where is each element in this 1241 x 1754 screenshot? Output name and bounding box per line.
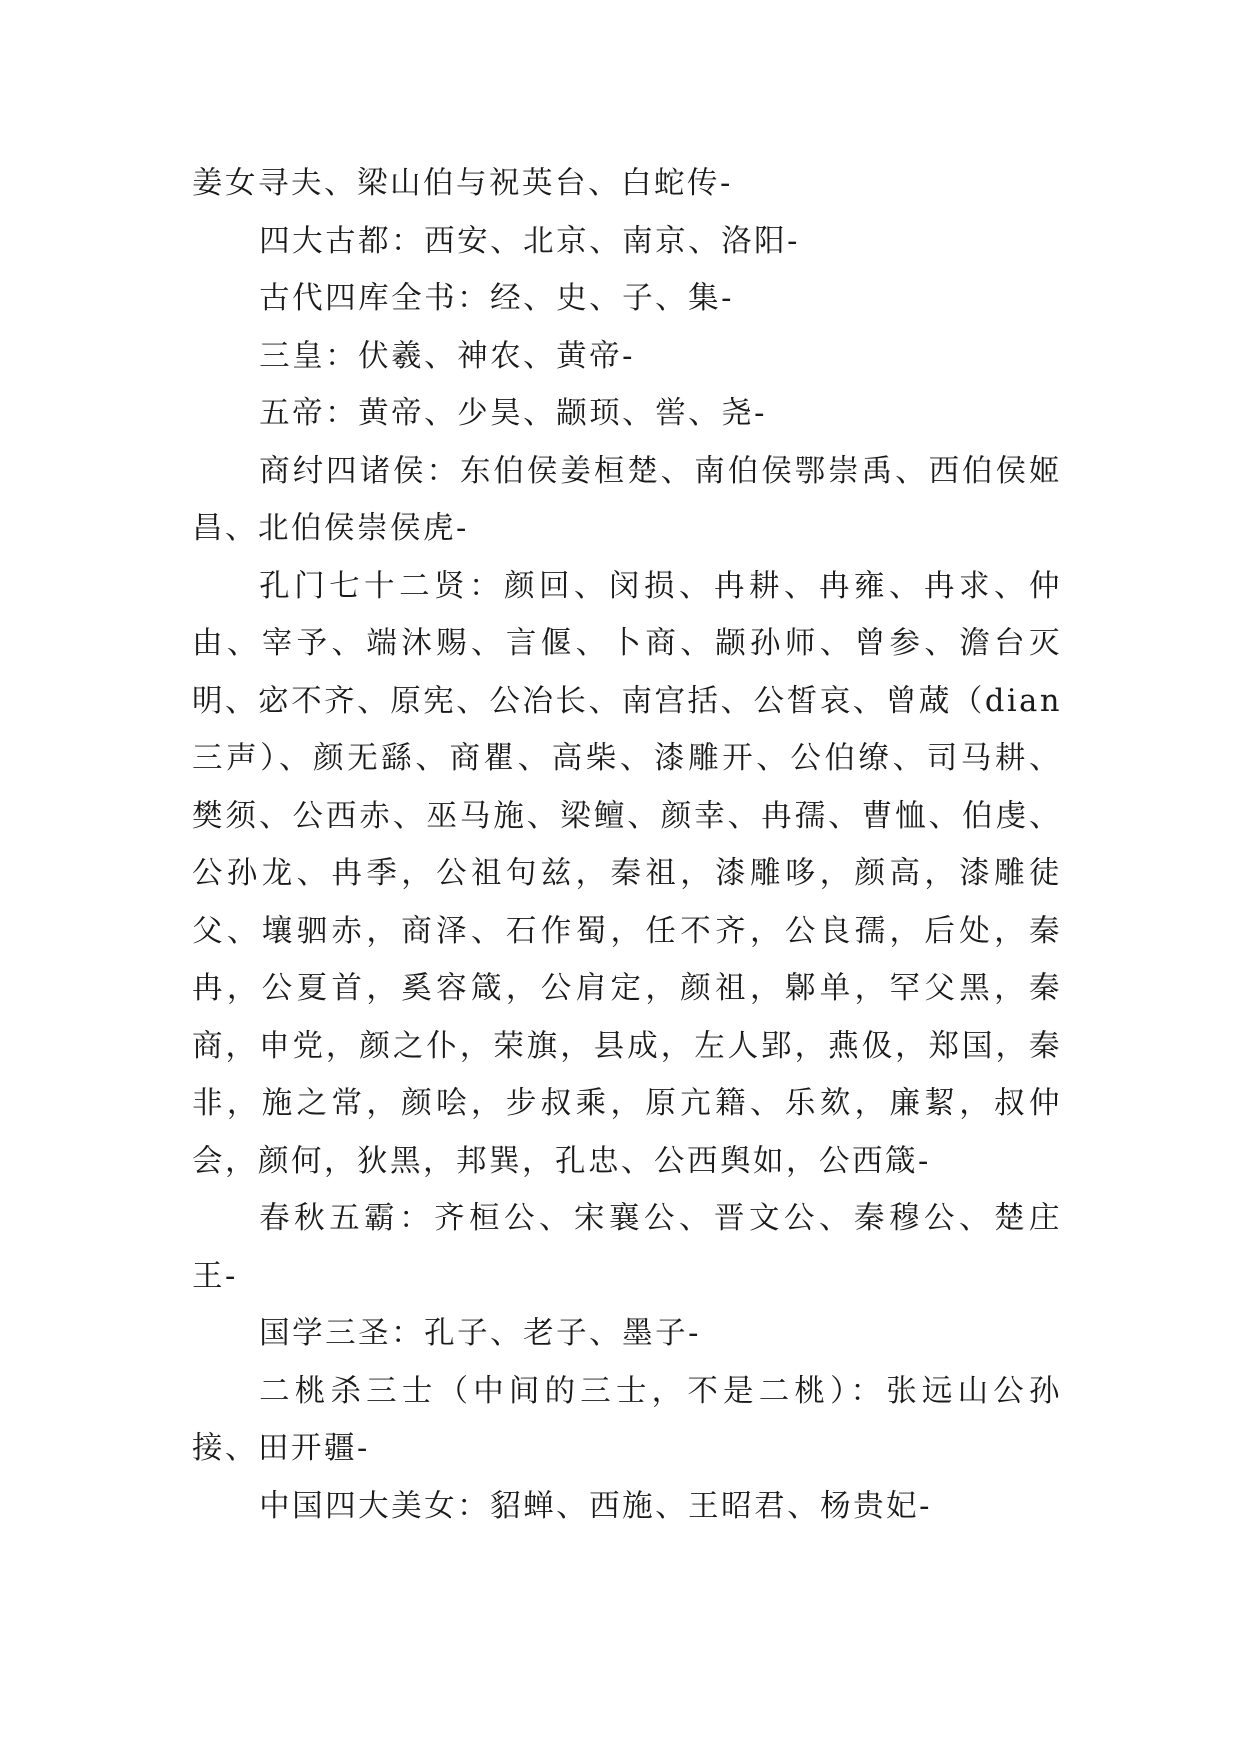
paragraph-two-peaches: 二桃杀三士（中间的三士，不是二桃）：张远山公孙接、田开疆- (192, 1373, 1062, 1466)
paragraph-five-hegemons: 春秋五霸：齐桓公、宋襄公、晋文公、秦穆公、楚庄王- (192, 1201, 1062, 1294)
paragraph-seventy-two-disciples: 孔门七十二贤：颜回、闵损、冉耕、冉雍、冉求、仲由、宰予、端沐赐、言偃、卜商、颛孙师、曾参、澹台灭明、宓不齐、原宪、公冶长、南宫括、公皙哀、曾蒧（dian三声）、颜无繇、商瞿、高柴、漆雕开、公伯缭、司马耕、樊须、公西赤、巫马施、梁鳣、颜幸、冉孺、曹恤、伯虔、公孙龙、冉季，公祖句兹，秦祖，漆雕哆，颜高，漆雕徒父、壤驷赤，商泽、石作蜀，任不齐，公良孺，后处，秦冉，公夏首，奚容箴，公肩定，颜祖，鄡单，罕父黑，秦商，申党，颜之仆，荣旗，县成，左人郢，燕伋，郑国，秦非，施之常，颜哙，步叔乘，原亢籍、乐欬，廉絜，叔仲会，颜何，狄黑，邦巽，孔忠、公西舆如，公西箴- (192, 568, 1062, 1179)
paragraph-four-ancient-capitals: 四大古都：西安、北京、南京、洛阳- (259, 223, 800, 259)
document-body (192, 155, 1062, 1535)
paragraph-three-sovereigns: 三皇：伏羲、神农、黄帝- (259, 338, 635, 374)
paragraph-three-sages: 国学三圣：孔子、老子、墨子- (259, 1316, 701, 1351)
paragraph-folk-tales: 姜女寻夫、梁山伯与祝英台、白蛇传- (192, 166, 733, 201)
paragraph-five-emperors: 五帝：黄帝、少昊、颛顼、喾、尧- (259, 396, 767, 431)
paragraph-four-beauties: 中国四大美女：貂蝉、西施、王昭君、杨贵妃- (259, 1488, 932, 1524)
paragraph-four-dukes: 商纣四诸侯：东伯侯姜桓楚、南伯侯鄂崇禹、西伯侯姬昌、北伯侯崇侯虎- (192, 453, 1062, 546)
paragraph-siku-quanshu: 古代四库全书：经、史、子、集- (259, 281, 734, 316)
